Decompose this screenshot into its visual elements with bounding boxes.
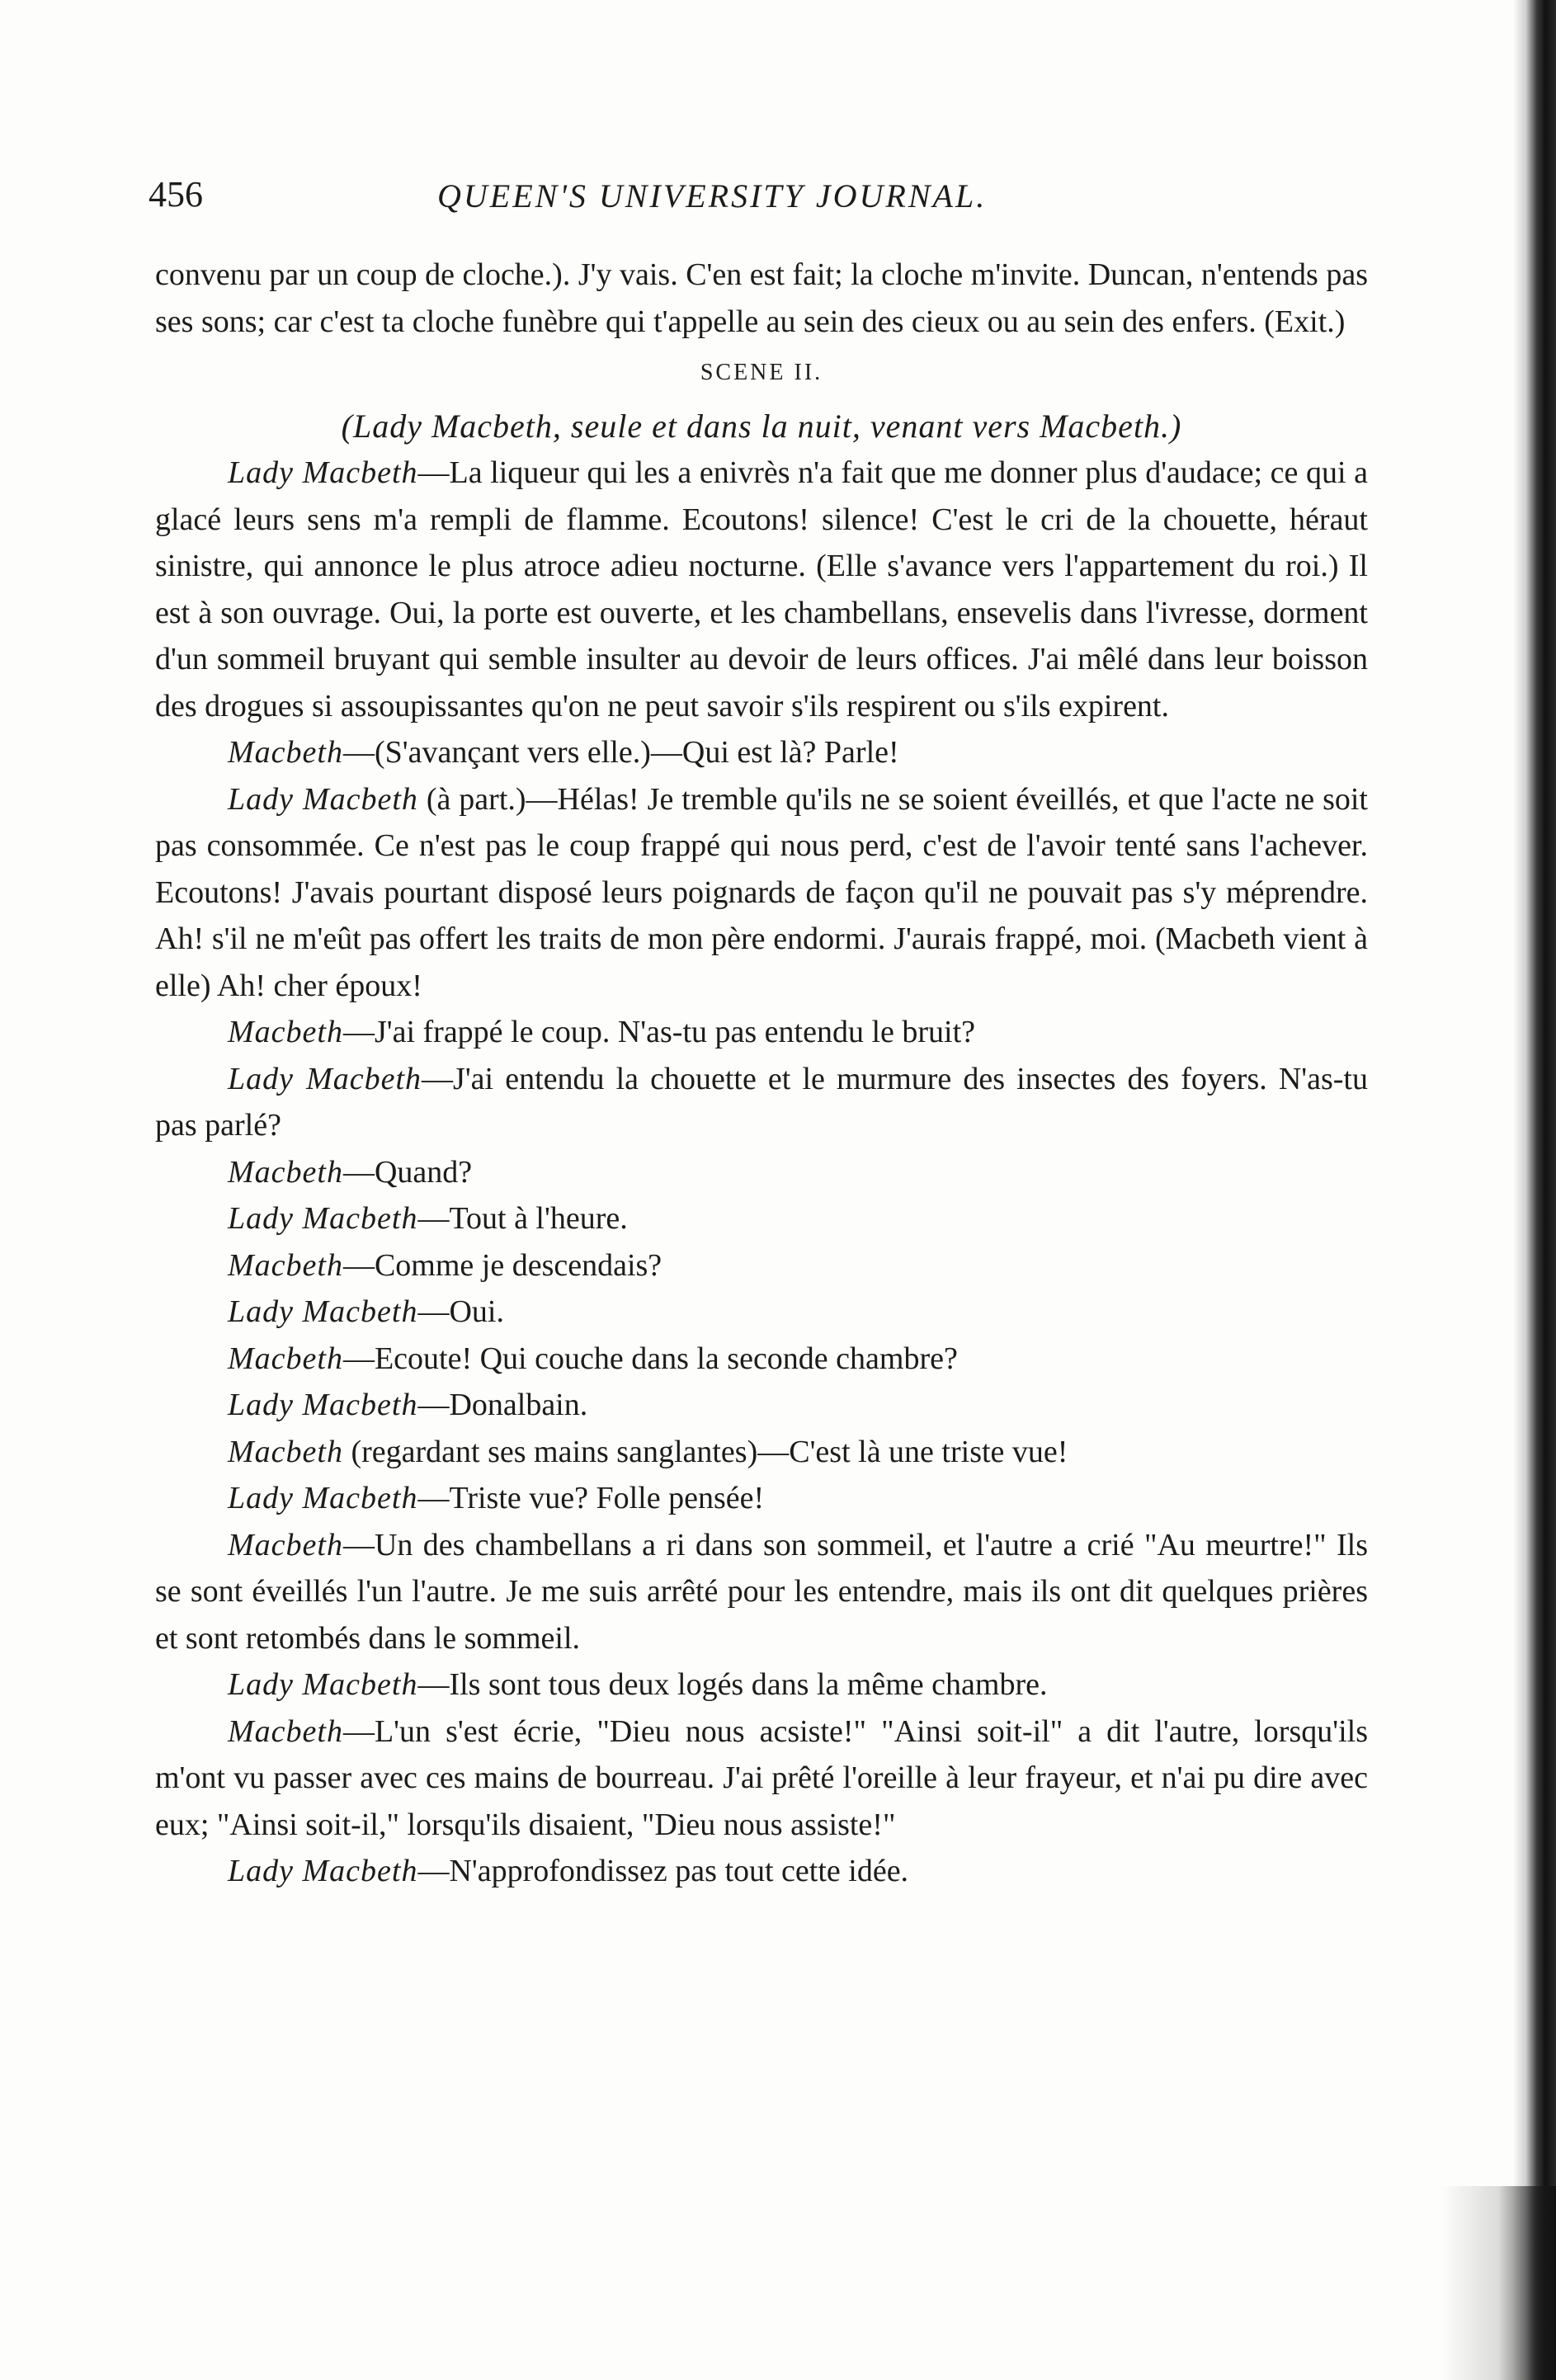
speaker-name: Macbeth [228, 1247, 343, 1283]
speaker-name: Lady Macbeth [228, 1854, 418, 1888]
paragraph [155, 1708, 1368, 1849]
paragraph [155, 1522, 1368, 1662]
speaker-name: Macbeth [228, 1527, 343, 1562]
speaker-name: Lady Macbeth [228, 1667, 418, 1702]
paragraph-text: —Quand? [342, 1154, 473, 1190]
speaker-name: Lady Macbeth [228, 781, 418, 817]
speaker-name: Lady Macbeth [228, 1388, 418, 1422]
paragraph-text: —Donalbain. [417, 1388, 588, 1422]
paragraph [155, 1429, 1368, 1476]
paragraph [155, 1848, 1368, 1895]
speaker-name: Macbeth [228, 735, 343, 770]
scene-title: SCENE II. [700, 360, 823, 385]
page-body [155, 252, 1368, 1895]
paragraph-text: —J'ai entendu la chouette et le murmure des insectes des foyers. N'as-tu pas parlé? [155, 1061, 1368, 1143]
paragraph-text: —Ils sont tous deux logés dans la même chambre. [417, 1667, 1048, 1702]
speaker-name: Lady Macbeth [228, 1201, 418, 1236]
paragraph [155, 252, 1368, 345]
speaker-name: Macbeth [228, 1154, 343, 1190]
speaker-name: Macbeth [228, 1434, 343, 1469]
page-header [149, 173, 1370, 231]
stage-direction: (Lady Macbeth, seule et dans la nuit, venant vers Macbeth.) [341, 407, 1182, 445]
paragraph-text: —Tout à l'heure. [417, 1201, 628, 1236]
paragraph-text: (regardant ses mains sanglantes)—C'est là une triste vue! [342, 1434, 1068, 1469]
paragraph [155, 1242, 1368, 1289]
paragraph [155, 729, 1368, 776]
page-number: 456 [149, 174, 203, 214]
speaker-name: Lady Macbeth [228, 1061, 422, 1096]
paragraph-text: —Oui. [417, 1294, 504, 1329]
paragraph-text: —La liqueur qui les a enivrès n'a fait que me donner plus d'audace; ce qui a glacé leurs sens m'a rempli de flamme. Ecoutons! silence! C'est le cri de la chouette, héraut sinistre, qui annonce le plus atroce adieu nocturne. (Elle s'avance vers l'appartement du roi.) Il est à son ouvrage. Oui, la porte est ouverte, et les chambellans, ensevelis dans l'ivresse, dorment d'un sommeil bruyant qui semble insulter au devoir de leurs offices. J'ai mêlé dans leur boisson des drogues si assoupissantes qu'on ne peut savoir s'ils respirent ou s'ils expirent. [155, 455, 1368, 723]
paragraph [155, 1336, 1368, 1383]
paragraph [155, 1382, 1368, 1429]
speaker-name: Macbeth [228, 1713, 343, 1749]
paragraph [155, 1195, 1368, 1242]
paragraph [155, 450, 1368, 729]
paragraph-text: —N'approfondissez pas tout cette idée. [417, 1854, 909, 1888]
paragraph [155, 776, 1368, 1010]
paragraph [155, 1056, 1368, 1149]
page-edge-shadow [1513, 0, 1556, 2380]
paragraph [155, 1661, 1368, 1708]
paragraph-text: convenu par un coup de cloche.). J'y vais. C'en est fait; la cloche m'invite. Duncan, n'entends pas ses sons; car c'est ta cloche funèbre qui t'appelle au sein des cieux ou au sein des enfers. (Exit.) [155, 257, 1368, 339]
paragraph-text: —(S'avançant vers elle.)—Qui est là? Parle! [342, 735, 899, 770]
paragraph-text: —Un des chambellans a ri dans son sommeil, et l'autre a crié "Au meurtre!" Ils se sont éveillés l'un l'autre. Je me suis arrêté pour les entendre, mais ils ont dit quelques prières et sont retombés dans le sommeil. [155, 1527, 1368, 1656]
paragraph [155, 1289, 1368, 1336]
paragraph [155, 1009, 1368, 1056]
paragraph-text: —Ecoute! Qui couche dans la seconde chambre? [342, 1341, 958, 1376]
paragraph [155, 1149, 1368, 1196]
page-corner-shadow [1440, 2186, 1556, 2380]
paragraph-text: —L'un s'est écrie, "Dieu nous acsiste!" "Ainsi soit-il" a dit l'autre, lorsqu'ils m'ont vu passer avec ces mains de bourreau. J'ai prêté l'oreille à leur frayeur, et n'ai pu dire avec eux; "Ainsi soit-il," lorsqu'ils disaient, "Dieu nous assiste!" [155, 1713, 1368, 1842]
paragraph-text: —Comme je descendais? [342, 1247, 662, 1283]
speaker-name: Lady Macbeth [228, 455, 418, 490]
speaker-name: Lady Macbeth [228, 1481, 418, 1515]
speaker-name: Macbeth [228, 1341, 343, 1376]
paragraph-text: —J'ai frappé le coup. N'as-tu pas entendu le bruit? [342, 1015, 976, 1049]
speaker-name: Macbeth [228, 1015, 343, 1049]
running-head: QUEEN'S UNIVERSITY JOURNAL. [437, 177, 988, 214]
paragraph-text: (à part.)—Hélas! Je tremble qu'ils ne se soient éveillés, et que l'acte ne soit pas consommée. Ce n'est pas le coup frappé qui nous perd, c'est de l'avoir tenté sans l'achever. Ecoutons! J'avais pourtant disposé leurs poignards de façon qu'il ne pouvait pas s'y méprendre. Ah! s'il ne m'eût pas offert les traits de mon père endormi. J'aurais frappé, moi. (Macbeth vient à elle) Ah! cher époux! [155, 781, 1368, 1003]
paragraph-text: —Triste vue? Folle pensée! [417, 1481, 765, 1515]
speaker-name: Lady Macbeth [228, 1294, 418, 1329]
paragraph [155, 1475, 1368, 1522]
